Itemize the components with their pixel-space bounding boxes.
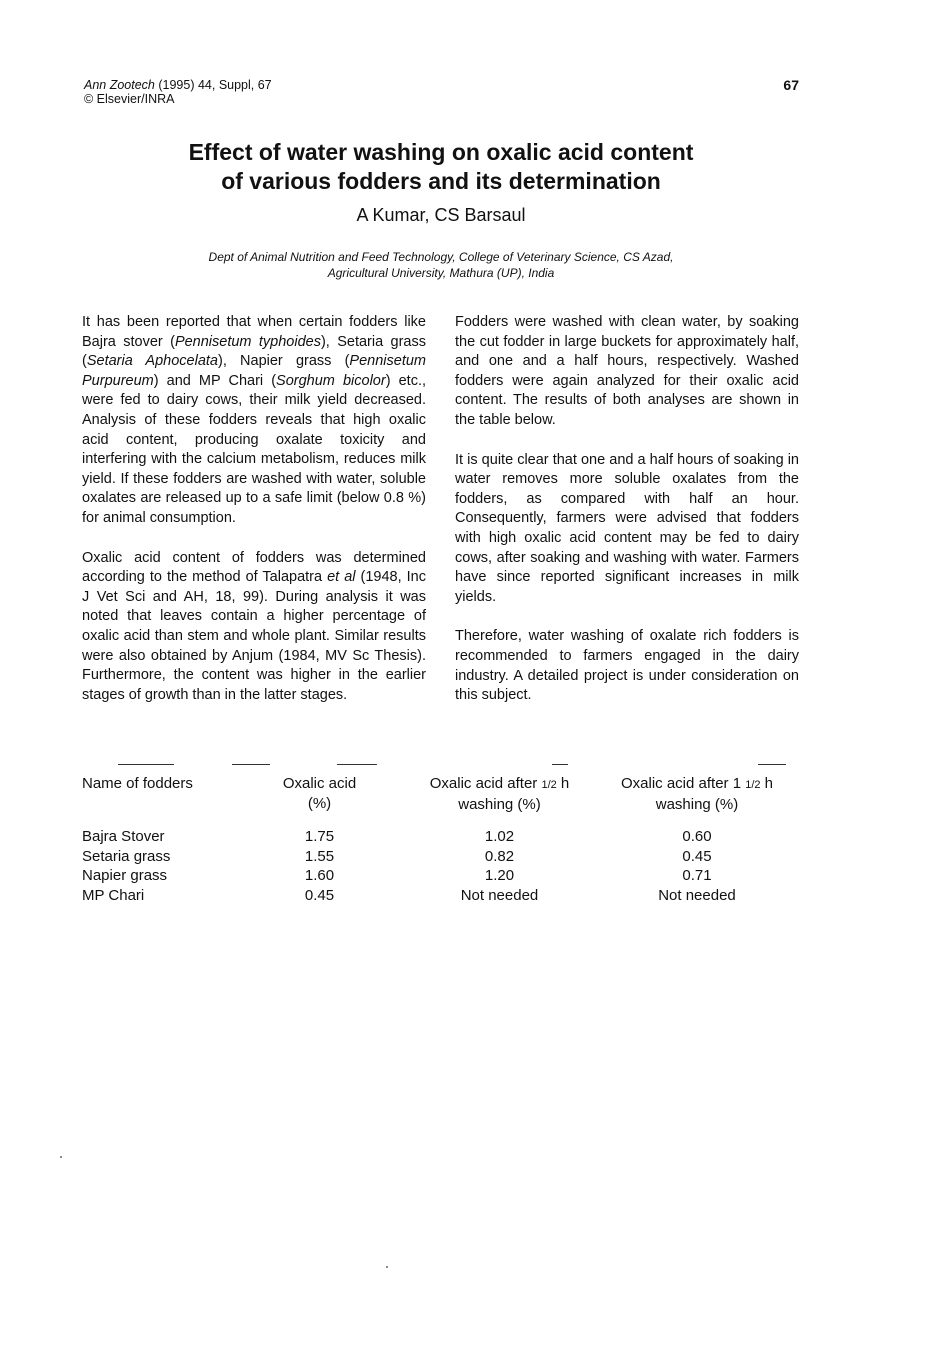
text-run: ) etc., were fed to dairy cows, their milk yield decreased. Analysis of these fodders reveals that high oxalic acid content, producing oxalate toxicity and interfering with the calcium metabolism, reduces milk yield. If these fodders are washed with water, soluble oxalates are released up to a safe limit (below 0.8 %) for animal consumption. [82, 372, 426, 526]
header-line: washing (%) [655, 796, 739, 813]
header-line [407, 774, 592, 795]
one-half-hour-value: 0.45 [682, 847, 712, 865]
one-half-hour-value: 0.71 [682, 867, 712, 885]
oxalic-value: 1.75 [304, 828, 335, 845]
text-run: ) and MP Chari ( [153, 372, 277, 389]
affiliation-line-2: Agricultural University, Mathura (UP), India [327, 266, 555, 280]
half-hour-value: 0.82 [484, 847, 515, 865]
text-run: (1948, Inc J Vet Sci and AH, 18, 99). During analysis it was noted that leaves contain a higher percentage of oxalic acid than stem and whole plant. Similar results were also obtained by Anjum (1984, MV Sc Thesis). Furthermore, the content was higher in the earlier stages of growth than in the latter stages. [82, 569, 426, 703]
table-row [82, 866, 802, 886]
one-half-hour-value: Not needed [658, 887, 736, 905]
header-line: washing (%) [458, 796, 541, 813]
table-row [82, 886, 802, 906]
table-header-row [82, 774, 802, 827]
col-header-one-half-hour [592, 774, 802, 827]
rule-segment [118, 764, 174, 765]
rule-segment [232, 764, 270, 765]
half-hour-value: Not needed [460, 887, 539, 905]
fodder-name: Bajra Stover [82, 828, 165, 845]
journal-name: Ann Zootech [84, 78, 155, 92]
half-hour-value: 1.20 [484, 867, 515, 885]
page-number: 67 [783, 77, 799, 93]
title-line-2: of various fodders and its determination [221, 168, 661, 194]
table-top-rule [82, 764, 802, 766]
fodder-name: Setaria grass [82, 847, 171, 865]
scan-speck [60, 1156, 62, 1158]
fodder-name: Napier grass [82, 867, 168, 885]
rule-segment [552, 764, 568, 765]
authors: A Kumar, CS Barsaul [356, 205, 526, 225]
text-run: ), Napier grass ( [218, 353, 350, 370]
affiliation-line-1: Dept of Animal Nutrition and Feed Technology, College of Veterinary Science, CS Azad, [208, 250, 674, 264]
left-column [82, 313, 426, 725]
journal-volume: (1995) 44, Suppl, 67 [154, 78, 272, 92]
oxalic-value: 1.60 [304, 867, 335, 885]
species-name: Pennisetum Purpureum [82, 353, 426, 389]
header-line [592, 774, 802, 795]
citation-et-al: et al [327, 569, 356, 586]
text-run: Oxalic acid content of fodders was determined according to the method of Talapatra [82, 549, 426, 586]
paragraph: It is quite clear that one and a half hours of soaking in water removes more soluble oxalates from the fodders, as compared with half an hour. Consequently, farmers were advised that fodders with high oxalic acid content may be fed to dairy cows, after soaking and washing with water. Farmers have since reported significant increases in milk yields. [455, 451, 799, 605]
header-line: Oxalic acid [282, 775, 357, 792]
paragraph [82, 313, 426, 529]
scan-speck [386, 1266, 388, 1268]
species-name: Sorghum bicolor [276, 372, 386, 389]
table-row [82, 847, 802, 867]
header-fraction: 1/2 [541, 779, 557, 791]
col-header-oxalic [232, 774, 407, 827]
oxalic-value: 0.45 [304, 887, 335, 905]
right-column [455, 313, 799, 726]
header-text: h [760, 775, 774, 792]
one-half-hour-value: 0.60 [682, 828, 712, 845]
table-row [82, 827, 802, 847]
species-name: Setaria Aphocelata [86, 353, 218, 370]
rule-segment [758, 764, 786, 765]
text-run: ), Setaria grass ( [82, 333, 426, 370]
col-header-half-hour [407, 774, 592, 827]
copyright-line: © Elsevier/INRA [84, 92, 175, 106]
col-header-name: Name of fodders [82, 775, 193, 792]
header-fraction: 1/2 [745, 779, 761, 791]
fodder-name: MP Chari [82, 887, 145, 905]
half-hour-value: 1.02 [484, 828, 515, 845]
header-line: (%) [307, 795, 332, 812]
oxalic-acid-table [82, 774, 802, 906]
header-text: Oxalic acid after [429, 775, 542, 792]
rule-segment [337, 764, 377, 765]
paragraph [82, 549, 426, 706]
affiliation [0, 249, 882, 281]
paper-title [0, 138, 882, 196]
species-name: Pennisetum typhoides [174, 333, 321, 350]
paragraph: Therefore, water washing of oxalate rich fodders is recommended to farmers engaged in the dairy industry. A detailed project is under consideration on this subject. [455, 628, 799, 704]
oxalic-value: 1.55 [304, 847, 335, 865]
running-header [84, 78, 272, 106]
title-line-1: Effect of water washing on oxalic acid content [188, 139, 694, 165]
header-text: h [556, 775, 570, 792]
header-text: Oxalic acid after 1 [620, 775, 746, 792]
paragraph: Fodders were washed with clean water, by soaking the cut fodder in large buckets for approximately half, and one and a half hours, respectively. Washed fodders were again analyzed for their oxalic acid content. The results of both analyses are shown in the table below. [455, 314, 799, 428]
journal-citation [84, 78, 272, 92]
text-run: It has been reported that when certain fodders like Bajra stover ( [82, 314, 426, 350]
